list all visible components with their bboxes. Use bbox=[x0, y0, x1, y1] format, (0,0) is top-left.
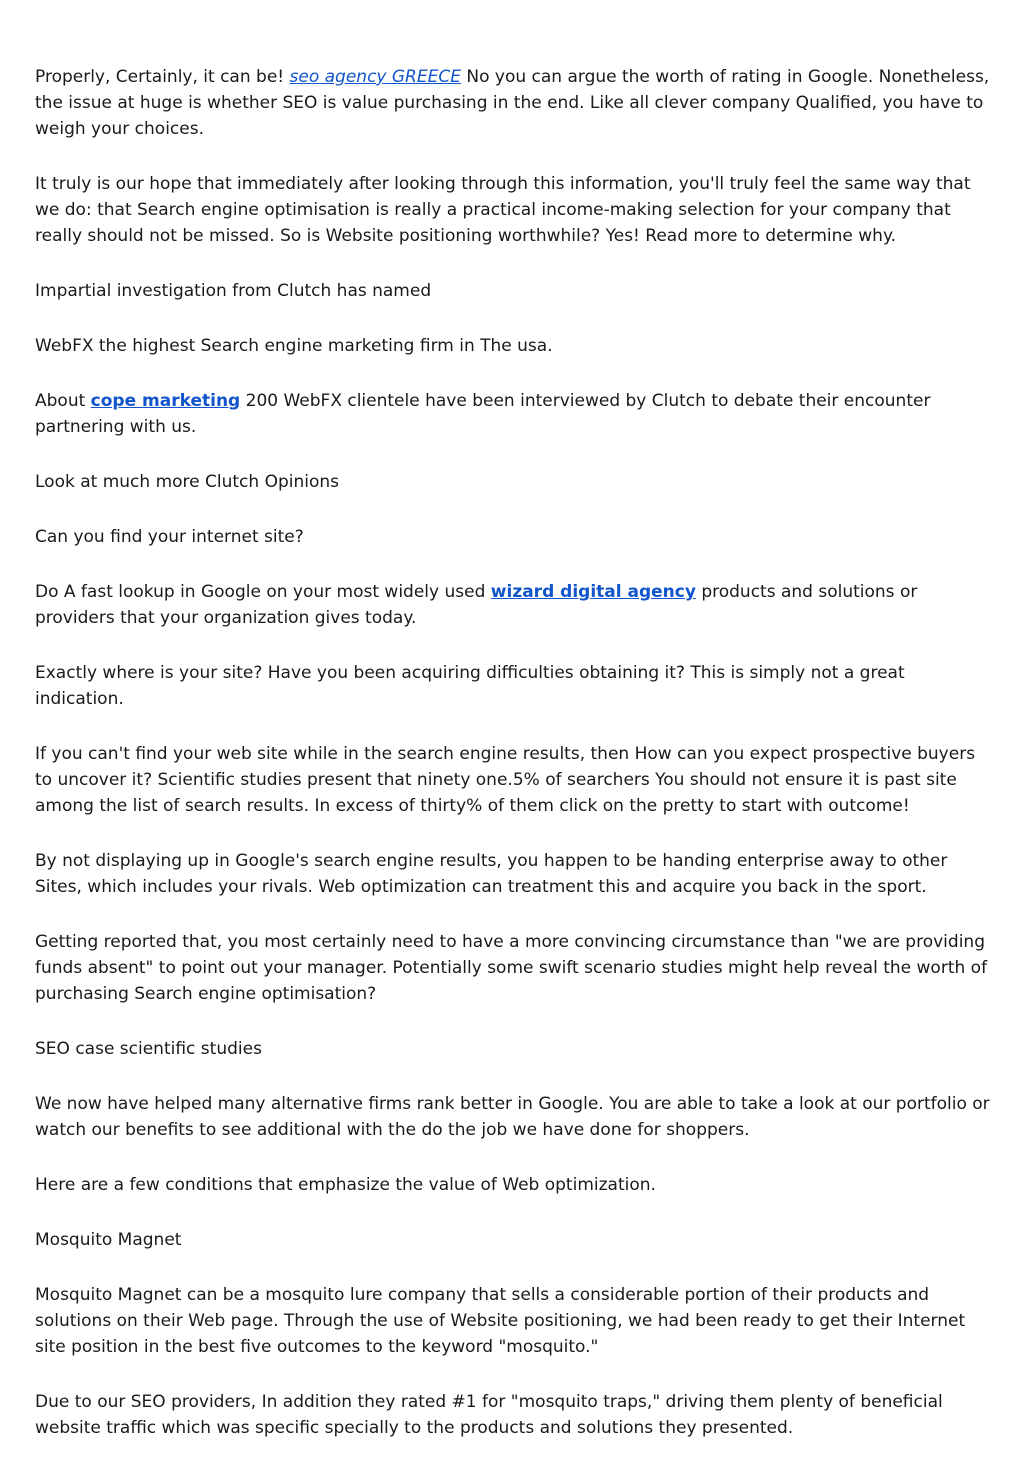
paragraph-1-text-before: Properly, Certainly, it can be! bbox=[35, 67, 290, 87]
paragraph-14: We now have helped many alternative firms rank better in Google. You are able to take a look at our portfolio or watch our benefits to see additional with the do the job we have done for shoppers. bbox=[35, 1094, 990, 1140]
paragraph-1-text-after: No you can argue the worth of rating in Google. Nonetheless, the issue at huge is whether SEO is value purchasing in the end. Like all clever company Qualified, you have to weigh your choices. bbox=[35, 67, 990, 139]
paragraph-15: Here are a few conditions that emphasize the value of Web optimization. bbox=[35, 1175, 656, 1195]
paragraph-17: Mosquito Magnet can be a mosquito lure company that sells a considerable portion of their products and solutions on their Web page. Through the use of Website positioning, we had been ready to get their Internet site position in the best five outcomes to the keyword "mosquito." bbox=[35, 1285, 966, 1357]
paragraph-12: Getting reported that, you most certainly need to have a more convincing circumstance than "we are providing funds absent" to point out your manager. Potentially some swift scenario studies might help reveal the worth of purchasing Search engine optimisation? bbox=[35, 932, 988, 1004]
paragraph-1 bbox=[35, 64, 995, 142]
paragraph-6: Look at much more Clutch Opinions bbox=[35, 472, 339, 492]
document-body bbox=[35, 64, 995, 1470]
paragraph-5 bbox=[35, 388, 995, 440]
paragraph-8 bbox=[35, 579, 995, 631]
paragraph-9: Exactly where is your site? Have you been acquiring difficulties obtaining it? This is simply not a great indication. bbox=[35, 663, 905, 709]
wizard-digital-agency-link[interactable]: wizard digital agency bbox=[490, 582, 696, 602]
paragraph-18: Due to our SEO providers, In addition they rated #1 for "mosquito traps," driving them plenty of beneficial website traffic which was specific specially to the products and solutions they presented. bbox=[35, 1392, 943, 1438]
paragraph-8-text-after: products and solutions or providers that your organization gives today. bbox=[35, 582, 918, 628]
paragraph-7: Can you find your internet site? bbox=[35, 527, 304, 547]
paragraph-11: By not displaying up in Google's search engine results, you happen to be handing enterprise away to other Sites, which includes your rivals. Web optimization can treatment this and acquire you back in the sport. bbox=[35, 851, 948, 897]
paragraph-2: It truly is our hope that immediately after looking through this information, you'll truly feel the same way that we do: that Search engine optimisation is really a practical income-making selection for your company that really should not be missed. So is Website positioning worthwhile? Yes! Read more to determine why. bbox=[35, 174, 971, 246]
paragraph-10: If you can't find your web site while in the search engine results, then How can you expect prospective buyers to uncover it? Scientific studies present that ninety one.5% of searchers You should not ensure it is past site among the list of search results. In excess of thirty% of them click on the pretty to start with outcome! bbox=[35, 744, 976, 816]
paragraph-8-text-before: Do A fast lookup in Google on your most widely used bbox=[35, 582, 491, 602]
paragraph-5-text-after: 200 WebFX clientele have been interviewed by Clutch to debate their encounter partnering with us. bbox=[35, 391, 931, 437]
seo-agency-greece-link[interactable]: seo agency GREECE bbox=[289, 67, 461, 87]
paragraph-3: Impartial investigation from Clutch has named bbox=[35, 281, 432, 301]
paragraph-16: Mosquito Magnet bbox=[35, 1230, 182, 1250]
paragraph-13: SEO case scientific studies bbox=[35, 1039, 262, 1059]
cope-marketing-link[interactable]: cope marketing bbox=[90, 391, 241, 411]
paragraph-4: WebFX the highest Search engine marketing firm in The usa. bbox=[35, 336, 553, 356]
paragraph-5-text-before: About bbox=[35, 391, 91, 411]
